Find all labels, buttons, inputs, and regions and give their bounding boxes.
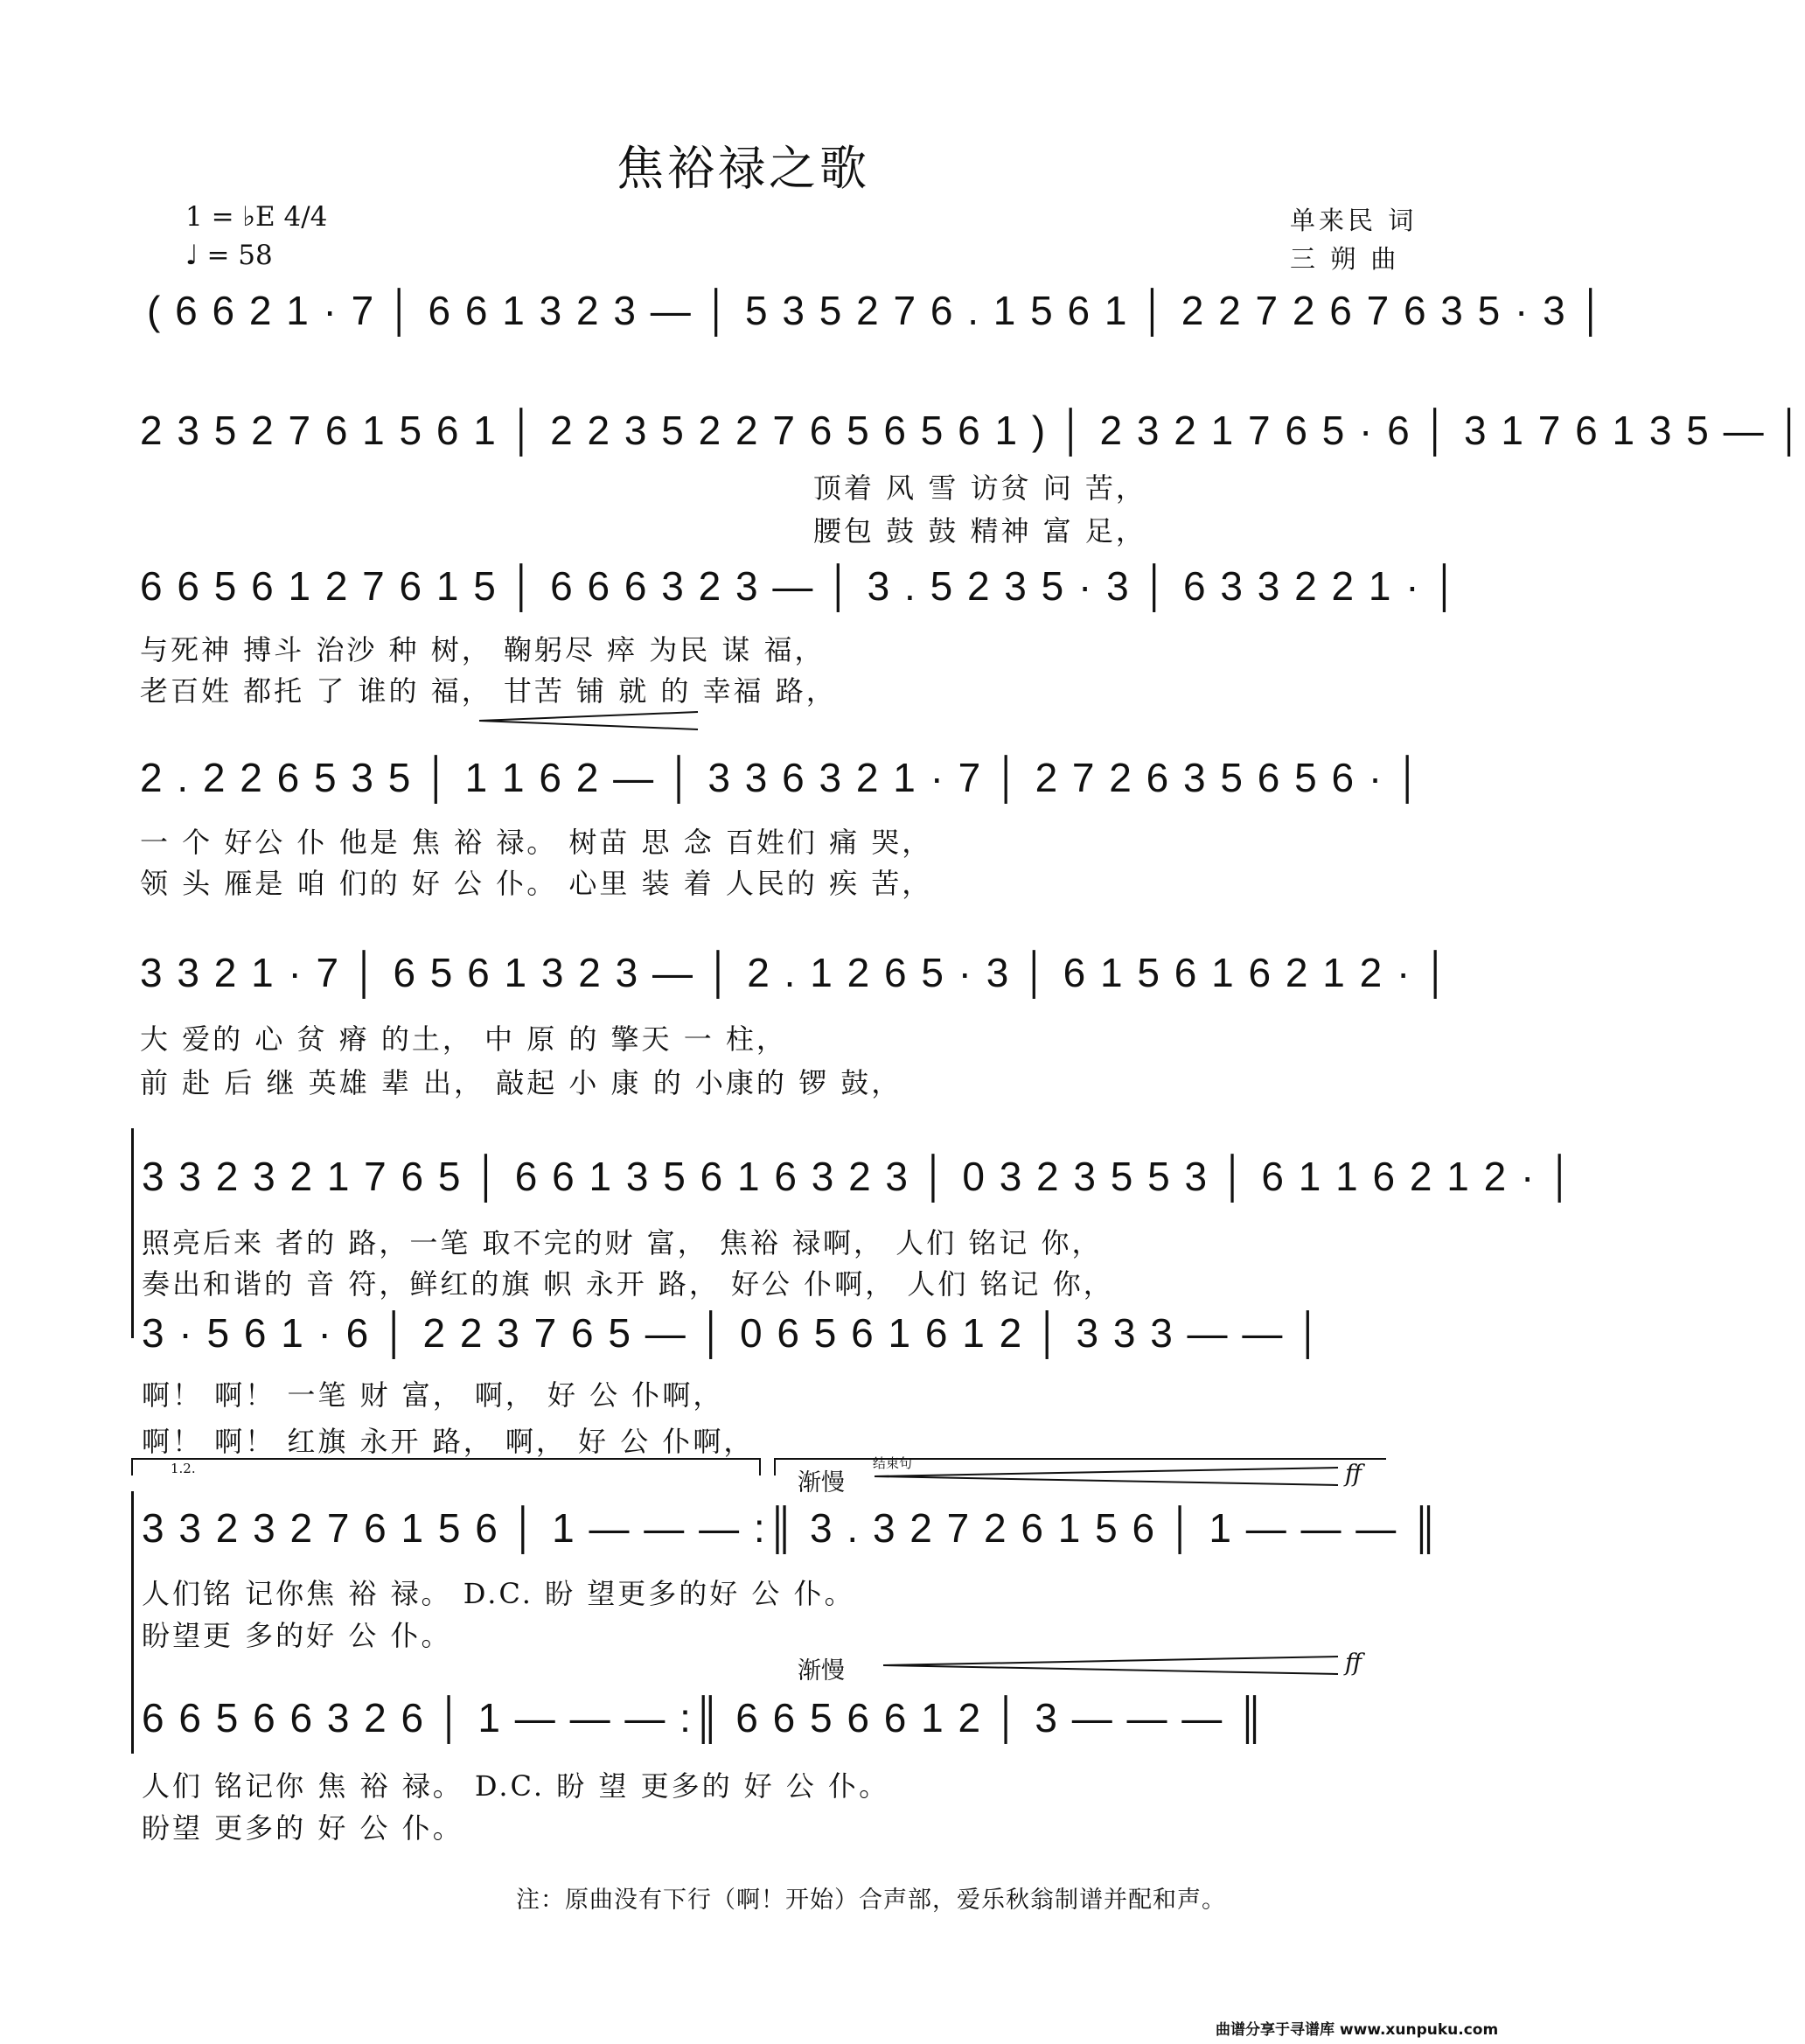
system-bracket-2 — [131, 1491, 134, 1754]
row-6-lyric-verse-2: 奏出和谐的 音 符，鲜红的旗 帜 永开 路， 好公 仆啊， 人们 铭记 你， — [142, 1267, 1114, 1301]
score-row-2-notes: 2 3 5 2 7 6 1 5 6 1 │ 2 2 3 5 2 2 7 6 5 6 5 6 1 ) │ 2 3 2 1 7 6 5 · 6 │ 3 1 7 6 1 3 5 — │ — [140, 408, 1805, 453]
volta-bracket-right — [759, 1458, 761, 1475]
crescendo-hairpin-3 — [883, 1655, 1338, 1681]
volta-bracket-left — [131, 1458, 133, 1475]
key-signature: 1 = ♭E 4/4 — [185, 201, 328, 233]
row-8-lyric-verse-1: 人们铭 记你焦 裕 禄。 D.C. 盼 望更多的好 公 仆。 — [142, 1577, 855, 1610]
row-2-lyric-verse-2: 腰包 鼓 鼓 精神 富 足， — [813, 514, 1146, 548]
row-3-lyric-verse-2: 老百姓 都托 了 谁的 福， 甘苦 铺 就 的 幸福 路， — [140, 674, 837, 708]
tempo-marking: ♩ = 58 — [185, 240, 273, 271]
system-bracket — [131, 1128, 134, 1338]
row-4-lyric-verse-1: 一 个 好公 仆 他是 焦 裕 禄。 树苗 思 念 百姓们 痛 哭， — [140, 826, 933, 859]
row-5-lyric-verse-1: 大 爱的 心 贫 瘠 的土， 中 原 的 擎天 一 柱， — [140, 1022, 787, 1056]
coda-bracket-line — [774, 1458, 1386, 1460]
row-7-lyric-verse-2: 啊！ 啊！ 红旗 永开 路， 啊， 好 公 仆啊， — [142, 1425, 755, 1458]
crescendo-hairpin — [479, 710, 698, 736]
row-4-lyric-verse-2: 领 头 雁是 咱 们的 好 公 仆。 心里 装 着 人民的 疾 苦， — [140, 867, 933, 900]
lyricist-credit: 单来民 词 — [1290, 206, 1418, 235]
coda-bracket-left — [774, 1458, 776, 1475]
dynamic-ff-1: ff — [1345, 1461, 1362, 1488]
row-9-lyric-verse-1: 人们 铭记你 焦 裕 禄。 D.C. 盼 望 更多的 好 公 仆。 — [142, 1769, 890, 1803]
score-row-1-notes: ( 6 6 2 1 · 7 │ 6 6 1 3 2 3 — │ 5 3 5 2 7 6 . 1 5 6 1 │ 2 2 7 2 6 7 6 3 5 · 3 │ — [147, 288, 1607, 333]
coda-label: 结束句 — [873, 1455, 913, 1471]
rit-marking-1: 渐慢 — [798, 1469, 845, 1496]
row-3-lyric-verse-1: 与死神 搏斗 治沙 种 树， 鞠躬尽 瘁 为民 谋 福， — [140, 633, 826, 666]
row-2-lyric-verse-1: 顶着 风 雪 访贫 问 苦， — [813, 471, 1146, 505]
rit-marking-2: 渐慢 — [798, 1657, 845, 1685]
score-row-8-notes: 3 3 2 3 2 7 6 1 5 6 │ 1 — — — :║ 3 . 3 2 7 2 6 1 5 6 │ 1 — — — ║ — [142, 1505, 1441, 1551]
crescendo-hairpin-2 — [875, 1466, 1338, 1492]
volta-label: 1.2. — [171, 1461, 196, 1476]
arrangement-note: 注：原曲没有下行（啊！开始）合声部，爱乐秋翁制谱并配和声。 — [516, 1887, 1226, 1914]
score-row-7-notes: 3 · 5 6 1 · 6 │ 2 2 3 7 6 5 — │ 0 6 5 6 1 6 1 2 │ 3 3 3 — — │ — [142, 1310, 1324, 1356]
row-7-lyric-verse-1: 啊！ 啊！ 一笔 财 富， 啊， 好 公 仆啊， — [142, 1378, 724, 1412]
row-9-lyric-verse-2: 盼望 更多的 好 公 仆。 — [142, 1811, 463, 1845]
composer-credit: 三 朔 曲 — [1290, 244, 1400, 274]
dynamic-ff-2: ff — [1345, 1650, 1362, 1677]
score-row-5-notes: 3 3 2 1 · 7 │ 6 5 6 1 3 2 3 — │ 2 . 1 2 6 5 · 3 │ 6 1 5 6 1 6 2 1 2 · │ — [140, 950, 1452, 995]
row-5-lyric-verse-2: 前 赴 后 继 英雄 辈 出， 敲起 小 康 的 小康的 锣 鼓， — [140, 1066, 902, 1099]
row-8-lyric-verse-2: 盼望更 多的好 公 仆。 — [142, 1619, 452, 1652]
score-row-4-notes: 2 . 2 2 6 5 3 5 │ 1 1 6 2 — │ 3 3 6 3 2 1 · 7 │ 2 7 2 6 3 5 6 5 6 · │ — [140, 755, 1424, 800]
volta-bracket-line — [131, 1458, 761, 1460]
song-title: 焦裕禄之歌 — [617, 141, 870, 196]
score-row-6-notes: 3 3 2 3 2 1 7 6 5 │ 6 6 1 3 5 6 1 6 3 2 3 │ 0 3 2 3 5 5 3 │ 6 1 1 6 2 1 2 · │ — [142, 1154, 1576, 1199]
source-footer: 曲谱分享于寻谱库 www.xunpuku.com — [1216, 2021, 1499, 2039]
row-6-lyric-verse-1: 照亮后来 者的 路，一笔 取不完的财 富， 焦裕 禄啊， 人们 铭记 你， — [142, 1226, 1103, 1259]
score-row-3-notes: 6 6 5 6 1 2 7 6 1 5 │ 6 6 6 3 2 3 — │ 3 . 5 2 3 5 · 3 │ 6 3 3 2 2 1 · │ — [140, 563, 1461, 609]
score-row-9-notes: 6 6 5 6 6 3 2 6 │ 1 — — — :║ 6 6 5 6 6 1 2 │ 3 — — — ║ — [142, 1695, 1267, 1741]
